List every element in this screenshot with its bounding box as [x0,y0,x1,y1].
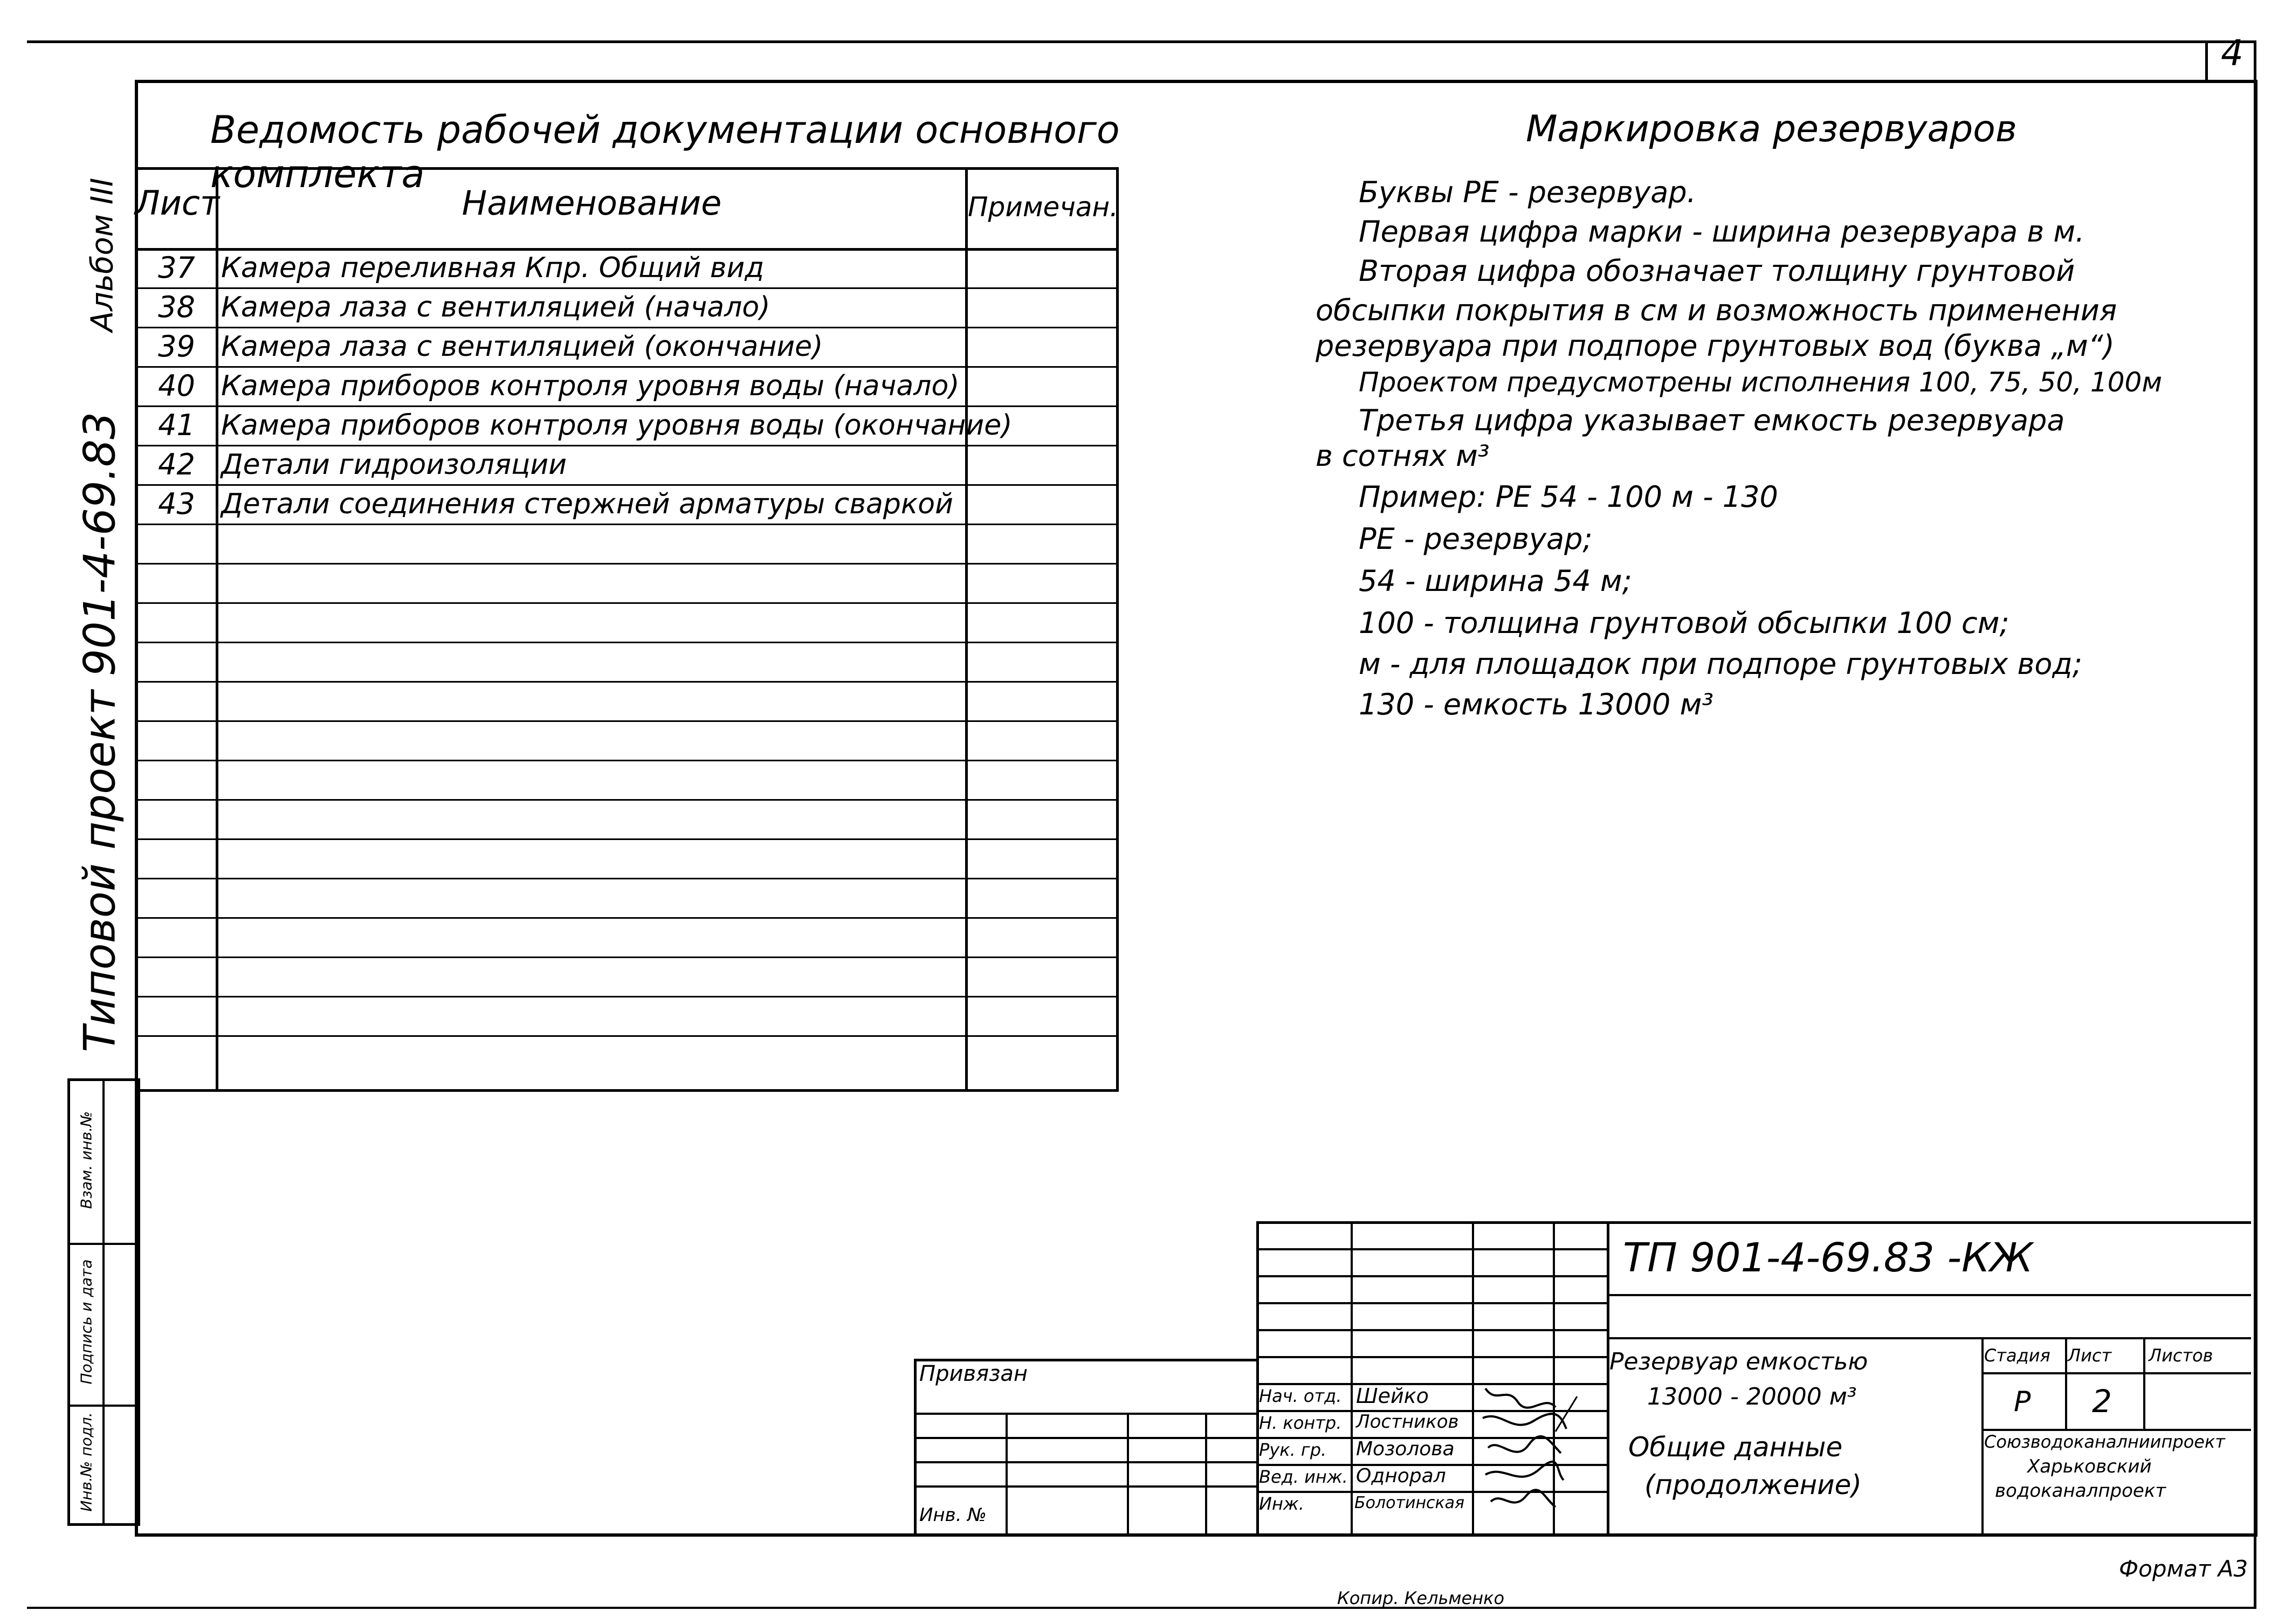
staff-role: Нач. отд. [1259,1386,1342,1406]
staff-name: Однорал [1356,1465,1446,1487]
object-name: Резервуар емкостью [1609,1348,1868,1375]
marking-line: обсыпки покрытия в см и возможность применения [1316,293,2117,327]
marking-line: РЕ - резервуар; [1359,522,1593,556]
stamp-replacement: Взам. инв.№ [77,1111,95,1209]
marking-line: в сотнях м³ [1316,439,1490,473]
page-number: 4 [2221,32,2243,74]
marking-line: Первая цифра марки - ширина резервуара в м. [1359,215,2085,249]
marking-line: 54 - ширина 54 м; [1359,564,1632,598]
stage-value: Р [2014,1386,2031,1418]
sheet-label: Лист [2068,1345,2112,1366]
marking-line: Третья цифра указывает емкость резервуара [1359,403,2065,437]
format-label: Формат А3 [2119,1556,2248,1582]
staff-role: Вед. инж. [1259,1467,1348,1487]
marking-line: Пример: РЕ 54 - 100 м - 130 [1359,480,1778,514]
org-line-1: Союзводоканалниипроект [1984,1432,2225,1452]
marking-line: Буквы РЕ - резервуар. [1359,175,1696,209]
staff-role: Инж. [1259,1494,1304,1514]
sheets-label: Листов [2149,1345,2213,1366]
marking-line: Проектом предусмотрены исполнения 100, 75, 50, 100м [1359,367,2163,398]
inv-no-label: Инв. № [919,1504,987,1526]
staff-name: Лостников [1356,1411,1459,1433]
stamp-strip [67,1078,140,1526]
header-sheet: Лист [135,183,220,223]
sheet-value: 2 [2092,1383,2112,1420]
privyazan-label: Привязан [919,1361,1028,1386]
marking-line: резервуара при подпоре грунтовых вод (буква „м“) [1316,329,2115,363]
org-line-3: водоканалпроект [1995,1480,2166,1502]
marking-line: Вторая цифра обозначает толщину грунтовой [1359,254,2075,288]
header-note: Примечан. [968,191,1119,223]
staff-name: Болотинская [1354,1494,1465,1512]
project-label: Типовой проект 901-4-69.83 [74,411,125,1052]
album-label: Альбом III [85,177,120,332]
stage-label: Стадия [1984,1345,2050,1366]
header-name: Наименование [462,183,722,223]
stamp-inventory: Инв.№ подл. [77,1412,95,1512]
copied-by: Копир. Кельменко [1337,1588,1505,1608]
marking-line: 100 - толщина грунтовой обсыпки 100 см; [1359,606,2009,640]
marking-title: Маркировка резервуаров [1526,108,2017,150]
staff-role: Н. контр. [1259,1413,1342,1433]
sheet-name: Общие данные [1628,1432,1843,1463]
marking-line: 130 - емкость 13000 м³ [1359,687,1713,721]
sheet-name-continued: (продолжение) [1644,1469,1862,1501]
sheet-list-table: Лист Наименование Примечан. 37 Камера переливная Кпр. Общий вид 38 Камера лаза с вентиляцией (начало) 39 Камера лаза с вентиляцией (окончание) 40 Камера приборов контроля уровня воды (начало) 41 Камера приборов контроля уровня воды (окончание) 42 Детали гидроизоляции 43 Детали соединения стержней арматуры сваркой [135,167,1119,1092]
org-line-2: Харьковский [2027,1456,2152,1477]
staff-role: Рук. гр. [1259,1440,1327,1460]
signatures-graphic [1475,1383,1604,1534]
document-code: ТП 901-4-69.83 -КЖ [1623,1235,2033,1281]
sheet-list-title: Ведомость рабочей документации основного комплекта [210,108,1120,196]
stamp-signature-date: Подпись и дата [77,1259,95,1385]
staff-name: Мозолова [1356,1438,1455,1460]
object-capacity: 13000 - 20000 м³ [1647,1383,1857,1410]
marking-line: м - для площадок при подпоре грунтовых вод; [1359,647,2082,681]
staff-name: Шейко [1356,1384,1429,1408]
